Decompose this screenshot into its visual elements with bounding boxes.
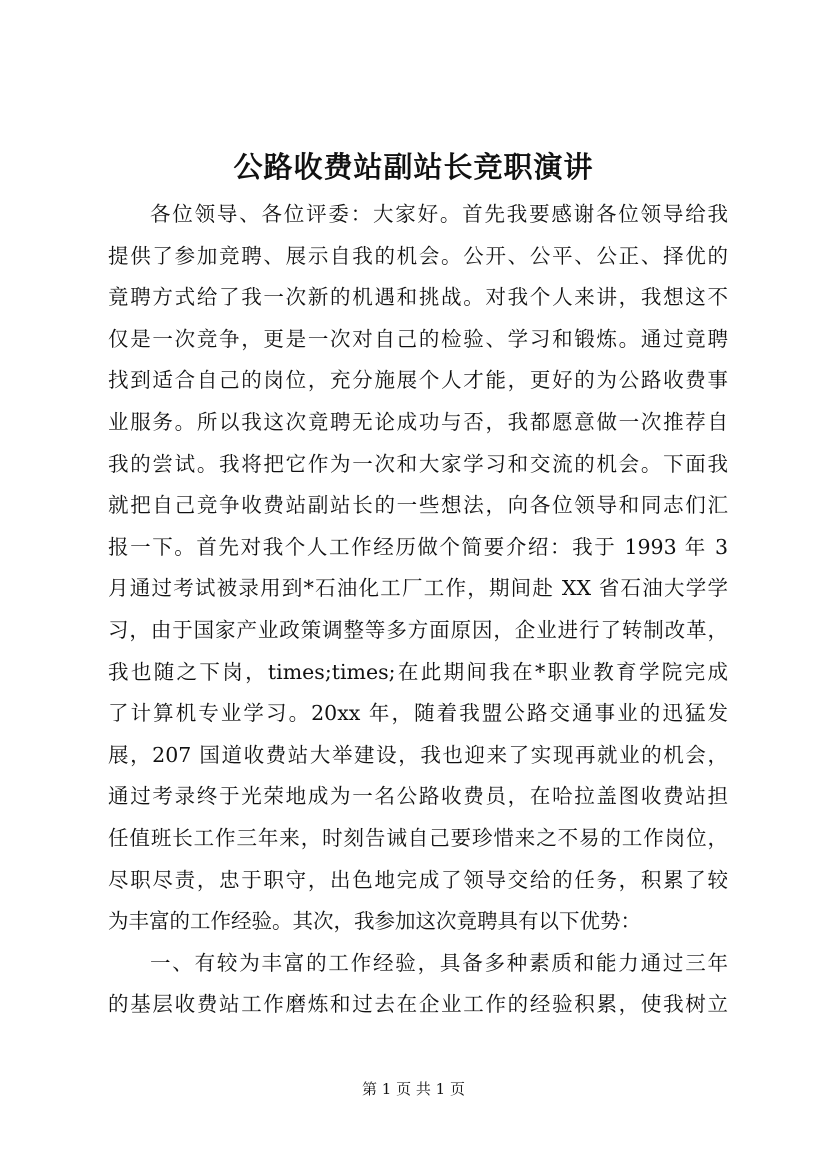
body-line: 习，由于国家产业政策调整等多方面原因，企业进行了转制改革， (108, 617, 728, 642)
body-line: 就把自己竞争收费站副站长的一些想法，向各位领导和同志们汇 (108, 493, 728, 518)
body-line: 找到适合自己的岗位，充分施展个人才能，更好的为公路收费事 (108, 368, 728, 393)
body-line: 我的尝试。我将把它作为一次和大家学习和交流的机会。下面我 (108, 451, 728, 476)
body-line: 为丰富的工作经验。其次，我参加这次竟聘具有以下优势： (108, 909, 641, 934)
body-line: 各位领导、各位评委：大家好。首先我要感谢各位领导给我 (150, 202, 728, 226)
body-line: 尽职尽责，忠于职守，出色地完成了领导交给的任务，积累了较 (108, 867, 728, 892)
body-line: 了计算机专业学习。20xx 年，随着我盟公路交通事业的迅猛发 (108, 701, 728, 726)
document-title: 公路收费站副站长竞职演讲 (233, 150, 594, 184)
body-line: 月通过考试被录用到*石油化工厂工作，期间赴 XX 省石油大学学 (108, 576, 728, 601)
body-line: 提供了参加竞聘、展示自我的机会。公开、公平、公正、择优的 (108, 243, 728, 268)
body-line: 展，207 国道收费站大举建设，我也迎来了实现再就业的机会， (108, 742, 728, 767)
body-line: 的基层收费站工作磨炼和过去在企业工作的经验积累，使我树立 (108, 992, 728, 1017)
page-number-footer: 第 1 页 共 1 页 (362, 1080, 465, 1098)
body-line: 一、有较为丰富的工作经验，具备多种素质和能力通过三年 (150, 950, 728, 975)
body-line: 报一下。首先对我个人工作经历做个简要介绍：我于 1993 年 3 (108, 534, 728, 559)
body-line: 仅是一次竞争，更是一次对自己的检验、学习和锻炼。通过竟聘 (108, 326, 728, 351)
body-line: 任值班长工作三年来，时刻告诫自己要珍惜来之不易的工作岗位， (108, 825, 728, 850)
body-line: 我也随之下岗，times;times;在此期间我在*职业教育学院完成 (108, 659, 728, 684)
document-body (108, 194, 728, 1026)
body-line: 竟聘方式给了我一次新的机遇和挑战。对我个人来讲，我想这不 (108, 285, 728, 310)
body-line: 业服务。所以我这次竟聘无论成功与否，我都愿意做一次推荐自 (108, 409, 728, 434)
body-line: 通过考录终于光荣地成为一名公路收费员，在哈拉盖图收费站担 (108, 784, 728, 809)
